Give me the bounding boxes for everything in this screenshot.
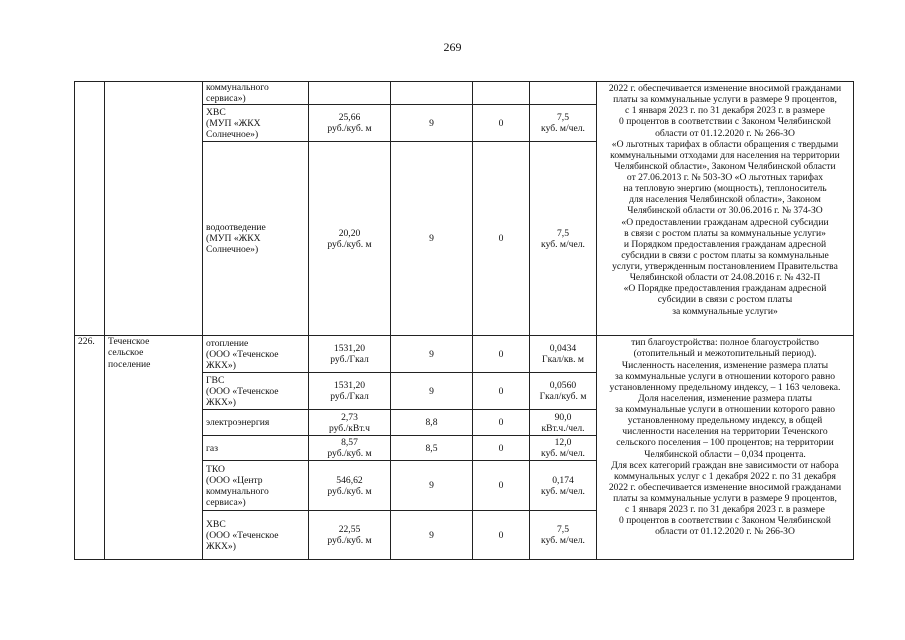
norm-cell — [530, 82, 597, 105]
index-cell: 9 — [391, 461, 473, 511]
legal-text-cell: тип благоустройства: полное благоустройство (отопительный и межотопительный период). Численность населения, изменение размера платы за коммунальные услуги в отношении которого равно установленному предельному индексу, – 1 163 человека. Доля населения, изменение размера платы за коммунальные услуги в отношении которого равно установленному предельному индексу, в общей численности населения на территории Теченского сельского поселения – 100 процентов; на территории Челябинской области – 0,034 процента. Для всех категорий граждан вне зависимости от набора коммунальных услуг с 1 декабря 2022 г. по 31 декабря 2022 г. обеспечивается изменение вносимой гражданами платы за коммунальные услуги в размере 9 процентов, с 1 января 2023 г. по 31 декабря 2023 г. в размере 0 процентов в соответствии с Законом Челябинской области от 01.12.2020 г. № 266-ЗО — [597, 336, 854, 560]
number-cell: 226. — [75, 336, 105, 560]
service-cell: водоотведение (МУП «ЖКХ Солнечное») — [203, 142, 309, 336]
norm-cell: 0,0560 Гкал/куб. м — [530, 373, 597, 410]
norm-cell: 0,174 куб. м/чел. — [530, 461, 597, 511]
index-cell: 0 — [473, 410, 530, 436]
norm-cell: 12,0 куб. м/чел. — [530, 436, 597, 461]
service-cell: коммунального сервиса») — [203, 82, 309, 105]
index-cell: 9 — [391, 511, 473, 560]
index-cell: 0 — [473, 511, 530, 560]
tariff-cell: 25,66 руб./куб. м — [309, 105, 391, 142]
tariff-cell: 20,20 руб./куб. м — [309, 142, 391, 336]
tariff-cell: 22,55 руб./куб. м — [309, 511, 391, 560]
index-cell: 0 — [473, 461, 530, 511]
service-cell: газ — [203, 436, 309, 461]
norm-cell: 7,5 куб. м/чел. — [530, 511, 597, 560]
norm-cell: 0,0434 Гкал/кв. м — [530, 336, 597, 373]
index-cell — [473, 82, 530, 105]
index-cell: 9 — [391, 336, 473, 373]
index-cell: 0 — [473, 336, 530, 373]
norm-cell: 90,0 кВт.ч./чел. — [530, 410, 597, 436]
service-cell: ХВС (МУП «ЖКХ Солнечное») — [203, 105, 309, 142]
index-cell: 0 — [473, 436, 530, 461]
index-cell: 9 — [391, 105, 473, 142]
municipality-cell: Теченское сельское поселение — [105, 336, 203, 560]
service-cell: ГВС (ООО «Теченское ЖКХ») — [203, 373, 309, 410]
page-number: 269 — [443, 40, 462, 54]
tariff-cell: 2,73 руб./кВт.ч — [309, 410, 391, 436]
service-cell: отопление (ООО «Теченское ЖКХ») — [203, 336, 309, 373]
tariff-cell: 546,62 руб./куб. м — [309, 461, 391, 511]
number-cell — [75, 82, 105, 336]
norm-cell: 7,5 куб. м/чел. — [530, 105, 597, 142]
legal-text-cell: 2022 г. обеспечивается изменение вносимой гражданами платы за коммунальные услуги в размере 9 процентов, с 1 января 2023 г. по 31 декабря 2023 г. в размере 0 процентов в соответствии с Законом Челябинской области от 01.12.2020 г. № 266-ЗО «О льготных тарифах в области обращения с твердыми коммунальными отходами для населения на территории Челябинской области», Законом Челябинской области от 27.06.2013 г. № 503-ЗО «О льготных тарифах на тепловую энергию (мощность), теплоноситель для населения Челябинской области», Законом Челябинской области от 30.06.2016 г. № 374-ЗО «О предоставлении гражданам адресной субсидии в связи с ростом платы за коммунальные услуги» и Порядком предоставления гражданам адресной субсидии в связи с ростом платы за коммунальные услуги, утвержденным постановлением Правительства Челябинской области от 24.08.2016 г. № 432-П «О Порядке предоставления гражданам адресной субсидии в связи с ростом платы за коммунальные услуги» — [597, 82, 854, 336]
index-cell: 9 — [391, 373, 473, 410]
tariff-cell: 8,57 руб./куб. м — [309, 436, 391, 461]
tariff-table — [74, 81, 854, 560]
table-row — [75, 336, 854, 373]
tariff-cell — [309, 82, 391, 105]
table-row — [75, 82, 854, 105]
tariff-cell: 1531,20 руб./Гкал — [309, 373, 391, 410]
tariff-cell: 1531,20 руб./Гкал — [309, 336, 391, 373]
index-cell: 0 — [473, 373, 530, 410]
norm-cell: 7,5 куб. м/чел. — [530, 142, 597, 336]
service-cell: ХВС (ООО «Теченское ЖКХ») — [203, 511, 309, 560]
index-cell: 8,5 — [391, 436, 473, 461]
index-cell — [391, 82, 473, 105]
index-cell: 8,8 — [391, 410, 473, 436]
municipality-cell — [105, 82, 203, 336]
service-cell: ТКО (ООО «Центр коммунального сервиса») — [203, 461, 309, 511]
index-cell: 0 — [473, 142, 530, 336]
index-cell: 9 — [391, 142, 473, 336]
service-cell: электроэнергия — [203, 410, 309, 436]
index-cell: 0 — [473, 105, 530, 142]
